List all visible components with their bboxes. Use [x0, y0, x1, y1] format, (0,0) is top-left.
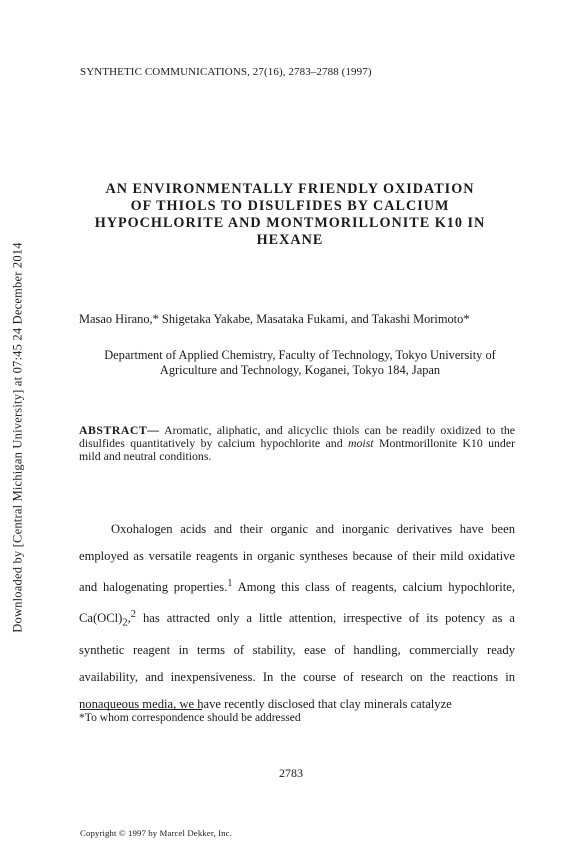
title-line-3: HYPOCHLORITE AND MONTMORILLONITE K10 IN — [94, 215, 486, 231]
subscript-2: 2 — [122, 617, 128, 629]
affiliation-line-1: Department of Applied Chemistry, Faculty of Technology, Tokyo University of — [104, 348, 496, 362]
abstract-text-start: Aromatic, aliphatic, and alicyclic thiols can be readily oxidized to the disulfides quantitatively by calcium hypochlorite and — [79, 423, 515, 450]
author-list: Masao Hirano,* Shigetaka Yakabe, Masataka Fukami, and Takashi Morimoto* — [79, 312, 470, 326]
page-number: 2783 — [279, 766, 303, 780]
reference-2: 2 — [130, 609, 137, 621]
abstract-text-end: Montmorillonite K10 under mild and neutral conditions. — [79, 436, 515, 463]
affiliation-line-2: Agriculture and Technology, Koganei, Tokyo 184, Japan — [159, 363, 441, 377]
copyright-notice: Copyright © 1997 by Marcel Dekker, Inc. — [80, 828, 232, 838]
affiliation — [80, 348, 520, 378]
footnote: *To whom correspondence should be addressed — [79, 711, 301, 724]
intro-paragraph — [79, 516, 515, 718]
journal-header: SYNTHETIC COMMUNICATIONS, 27(16), 2783–2788 (1997) — [80, 66, 372, 78]
title-line-4: HEXANE — [256, 232, 324, 248]
reference-1: 1 — [227, 578, 233, 589]
intro-text-2: Among this class of reagents, calcium hypochlorite, Ca(OCl) — [79, 580, 515, 626]
title-line-2: OF THIOLS TO DISULFIDES BY CALCIUM — [130, 198, 450, 214]
title-line-1: AN ENVIRONMENTALLY FRIENDLY OXIDATION — [105, 181, 475, 197]
abstract — [79, 424, 515, 463]
intro-text-3: has attracted only a little attention, irrespective of its potency as a synthetic reagent in terms of stability, ease of handling, commercially ready availability, and inexpensiveness. In the course of research on the reactions in nonaqueous media, we have recently disclosed that clay minerals catalyze — [79, 611, 515, 711]
footnote-divider — [80, 709, 202, 710]
abstract-label: ABSTRACT— — [79, 423, 160, 437]
article-title — [70, 181, 510, 249]
intro-text-1: Oxohalogen acids and their organic and inorganic derivatives have been employed as versatile reagents in organic syntheses because of their mild oxidative and halogenating properties. — [79, 522, 515, 595]
body-text — [79, 516, 515, 718]
abstract-emphasis: moist — [348, 436, 374, 450]
download-watermark: Downloaded by [Central Michigan University] at 07:45 24 December 2014 — [10, 242, 25, 633]
intro-comma: , — [127, 611, 131, 626]
